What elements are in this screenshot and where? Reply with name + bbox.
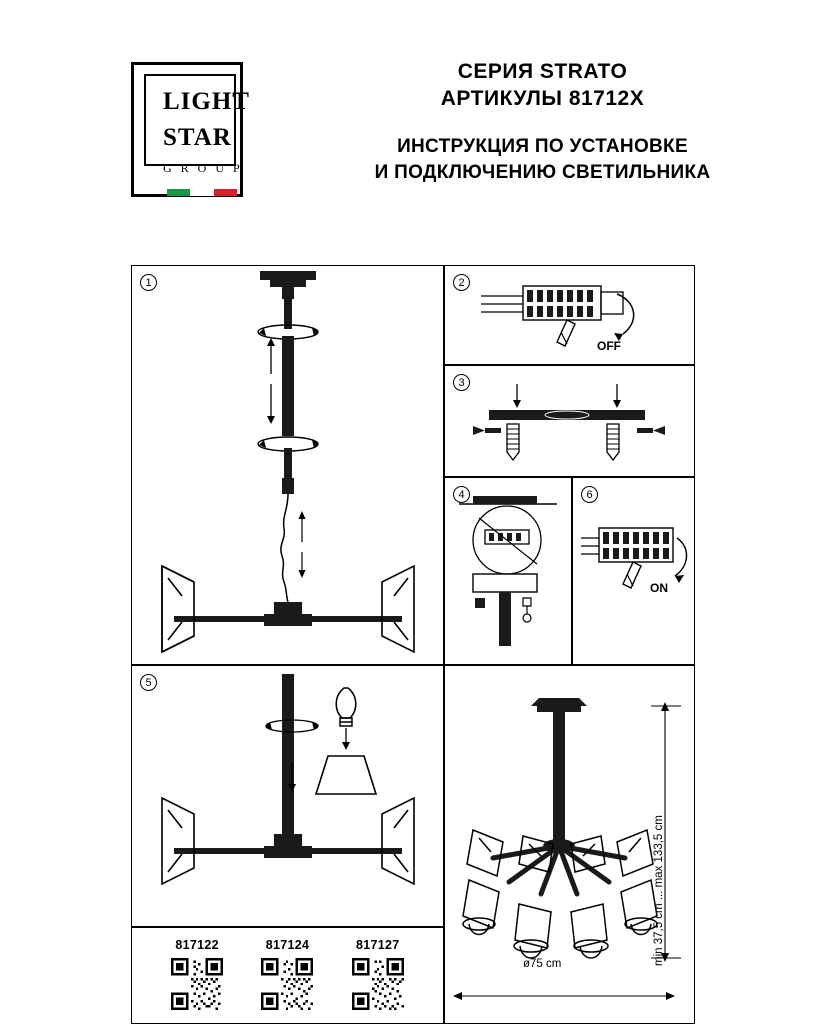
subtitle-line-2: И ПОДКЛЮЧЕНИЮ СВЕТИЛЬНИКА xyxy=(374,162,711,183)
product-code-label: 817122 xyxy=(175,938,219,952)
logo-text-group: G R O U P xyxy=(163,161,243,175)
qr-code-icon[interactable] xyxy=(352,958,404,1010)
step-number-6: 6 xyxy=(581,486,598,503)
product-codes-panel xyxy=(131,927,444,1024)
step-4-panel xyxy=(444,477,572,665)
height-dimension-label: min 37,5 cm ... max 133,5 cm xyxy=(653,815,665,966)
product-dimensions-panel xyxy=(444,665,695,1024)
diameter-dimension-label: ø75 cm xyxy=(523,958,562,970)
step-number-5: 5 xyxy=(140,674,157,691)
step-number-1: 1 xyxy=(140,274,157,291)
logo-text-light: LIGHT xyxy=(163,88,250,115)
step-number-2: 2 xyxy=(453,274,470,291)
product-code-label: 817124 xyxy=(265,938,310,952)
step-6-label-on: ON xyxy=(650,581,668,595)
article-title: АРТИКУЛЫ 81712X xyxy=(440,87,645,110)
logo-text-star: STAR xyxy=(163,124,232,151)
qr-code-icon[interactable] xyxy=(171,958,223,1010)
product-codes-row xyxy=(132,938,443,1010)
step-number-3: 3 xyxy=(453,374,470,391)
step-3-diagram xyxy=(445,366,694,476)
header xyxy=(0,0,826,230)
step-number-4: 4 xyxy=(453,486,470,503)
brand-logo xyxy=(131,62,250,197)
step-1-diagram xyxy=(132,266,443,664)
step-4-diagram xyxy=(445,478,571,664)
italy-flag-icon xyxy=(167,189,237,196)
step-1-panel xyxy=(131,265,444,665)
title-block xyxy=(290,58,795,186)
step-6-diagram xyxy=(573,478,694,664)
qr-code-icon[interactable] xyxy=(261,958,313,1010)
product-code-item xyxy=(352,938,404,1010)
step-3-panel xyxy=(444,365,695,477)
step-5-diagram xyxy=(132,666,443,926)
subtitle-line-1: ИНСТРУКЦИЯ ПО УСТАНОВКЕ xyxy=(397,136,688,157)
step-5-panel xyxy=(131,665,444,927)
step-2-label-off: OFF xyxy=(597,339,621,353)
product-code-item xyxy=(261,938,313,1010)
step-2-panel xyxy=(444,265,695,365)
series-title: СЕРИЯ STRATO xyxy=(457,60,628,83)
step-6-panel xyxy=(572,477,695,665)
step-2-diagram xyxy=(445,266,694,364)
logo-frame xyxy=(144,74,250,175)
product-code-item xyxy=(171,938,223,1010)
product-code-label: 817127 xyxy=(356,938,400,952)
